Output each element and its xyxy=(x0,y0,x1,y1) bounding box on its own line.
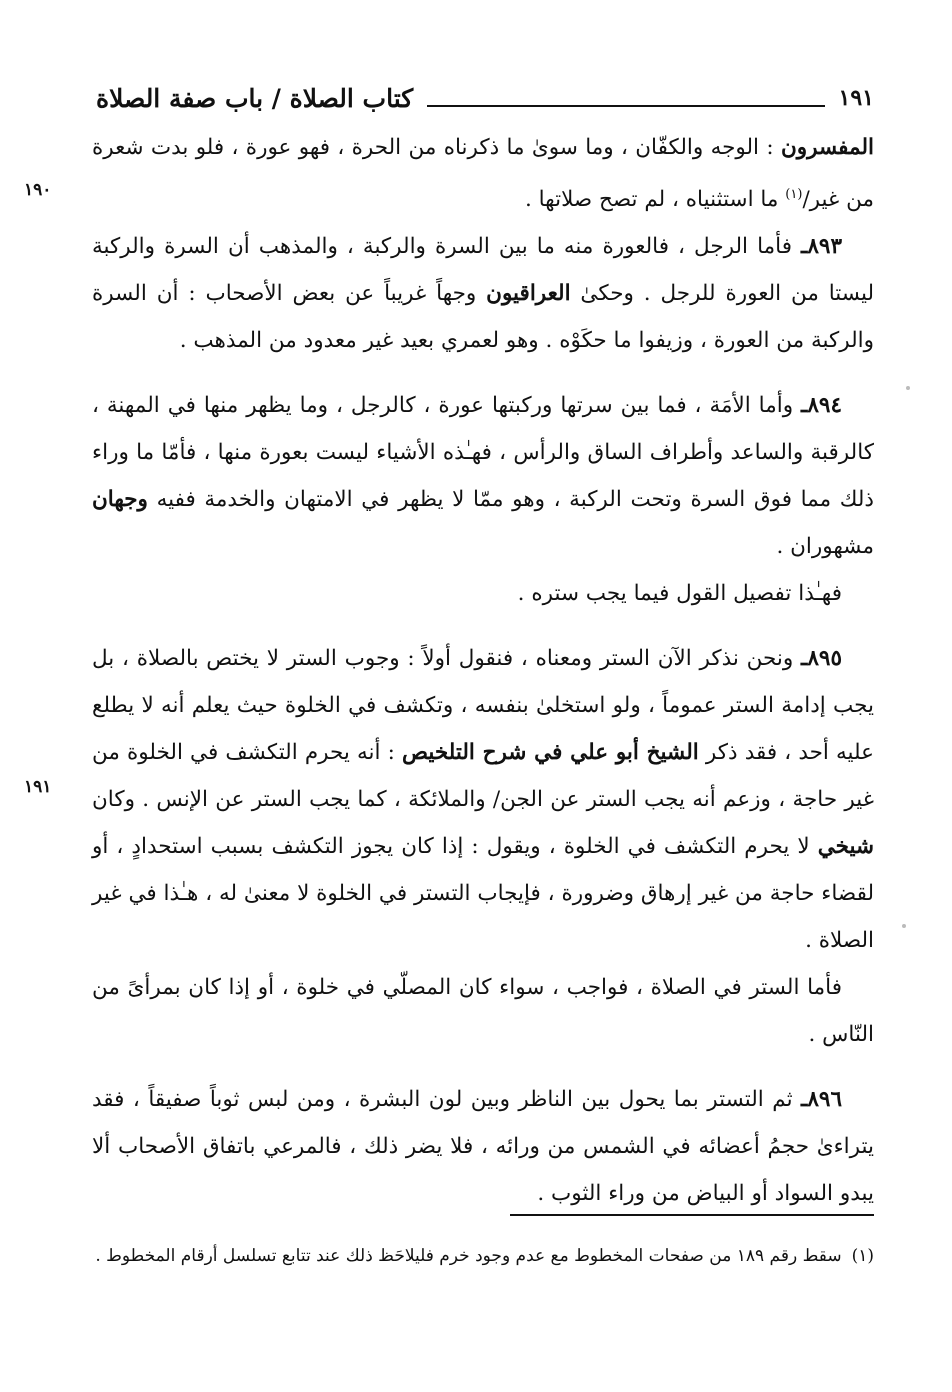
footnote-text: سقط رقم ١٨٩ من صفحات المخطوط مع عدم وجود خرم فليلاحَظ ذلك عند تتابع تسلسل أرقام المخطوط . xyxy=(95,1246,842,1266)
paragraph-prayer-covering: فأما الستر في الصلاة ، فواجب ، سواء كان المصلّي في خلوة ، أو إذا كان بمرأىً من النّاس . xyxy=(92,975,874,1048)
main-text xyxy=(92,124,874,1217)
paragraph-summary: فهـٰذا تفصيل القول فيما يجب ستره . xyxy=(517,581,842,607)
text-span: وجهاً غريباً عن بعض الأصحاب : أن السرة والركبة من العورة ، وزيفوا ما حكَوْه . وهو لعمري بعيد غير معدود من المذهب . xyxy=(92,281,874,354)
paragraph-893 xyxy=(92,223,874,364)
text-span: ما استثنياه ، لم تصح صلاتها . xyxy=(524,187,786,213)
text-span: ثم التستر بما يحول بين الناظر وبين لون البشرة ، ومن لبس ثوباً صفيقاً ، فقد يتراءىٰ حجمُ أعضائه في الشمس من ورائه ، فلا يضر ذلك ، فالمرعي باتفاق الأصحاب ألا يبدو السواد أو البياض من وراء الثوب . xyxy=(92,1087,874,1207)
term-wajhan: وجهان xyxy=(92,487,148,513)
paragraph-number: ٨٩٥ـ xyxy=(801,646,842,672)
footnote-number: (١) xyxy=(851,1246,874,1266)
running-header xyxy=(96,76,874,120)
paragraph-number: ٨٩٦ـ xyxy=(801,1087,842,1113)
header-rule xyxy=(427,105,824,107)
page-number: ١٩١ xyxy=(838,85,874,111)
term-mufassirun: المفسرون xyxy=(780,135,874,160)
term-shaykhi: شيخي xyxy=(817,834,874,860)
paragraph-894 xyxy=(92,382,874,570)
text-span: لا يحرم التكشف في الخلوة ، ويقول : إذا كان يجوز التكشف بسبب استحدادٍ ، أو لقضاء حاجة من غير إرهاق وضرورة ، فإيجاب التستر في الخلوة لا معنىٰ له ، هـٰذا في غير الصلاة . xyxy=(92,834,874,954)
text-span: فأما الرجل ، فالعورة منه ما بين السرة والركبة ، والمذهب أن السرة والركبة ليستا من العورة للرجل . وحكىٰ xyxy=(92,234,875,307)
paragraph-number: ٨٩٤ـ xyxy=(801,393,842,419)
paragraph-number: ٨٩٣ـ xyxy=(801,234,842,260)
scan-speck xyxy=(906,386,910,390)
footnote-ref: (١) xyxy=(785,187,803,202)
scan-speck xyxy=(902,924,906,928)
term-shaykh-abu-ali: الشيخ أبو علي في شرح التلخيص xyxy=(402,740,699,766)
margin-marker-191: ١٩١ xyxy=(24,777,52,797)
text-span: : الوجه والكفّان ، وما سوىٰ ما ذكرناه من الحرة ، فهو عورة ، فلو بدت شعرة من غير/ xyxy=(92,135,874,213)
footnote-separator xyxy=(510,1214,874,1216)
text-span: ونحن نذكر الآن الستر ومعناه ، فنقول أولاً : وجوب الستر لا يختص بالصلاة ، بل يجب إدامة الستر عموماً ، ولو استخلىٰ بنفسه ، وتكشف في الخلوة حيث يعلم أنه لا يطلع عليه أحد ، فقد ذكر xyxy=(92,646,874,766)
text-span: مشهوران . xyxy=(776,534,874,560)
footnote xyxy=(92,1240,874,1273)
header-title: كتاب الصلاة / باب صفة الصلاة xyxy=(96,83,414,113)
text-span: وأما الأمَة ، فما بين سرتها وركبتها عورة ، كالرجل ، وما يظهر منها في المهنة ، كالرقبة والساعد وأطراف الساق والرأس ، فهـٰذه الأشياء ليست بعورة منها ، فأمّا ما وراء ذلك مما فوق السرة وتحت الركبة ، وهو ممّا لا يظهر في الامتهان والخدمة ففيه xyxy=(92,393,874,513)
text-span: : أنه يحرم التكشف في الخلوة من غير حاجة ، وزعم أنه يجب الستر عن الجن/ والملائكة ، كما يجب الستر عن الإنس . وكان xyxy=(92,740,874,813)
paragraph-895 xyxy=(92,635,874,964)
term-iraqiyun: العراقيون xyxy=(486,281,571,307)
margin-marker-190: ١٩٠ xyxy=(24,180,52,200)
paragraph-896 xyxy=(92,1076,874,1217)
paragraph-continuation xyxy=(92,124,874,223)
